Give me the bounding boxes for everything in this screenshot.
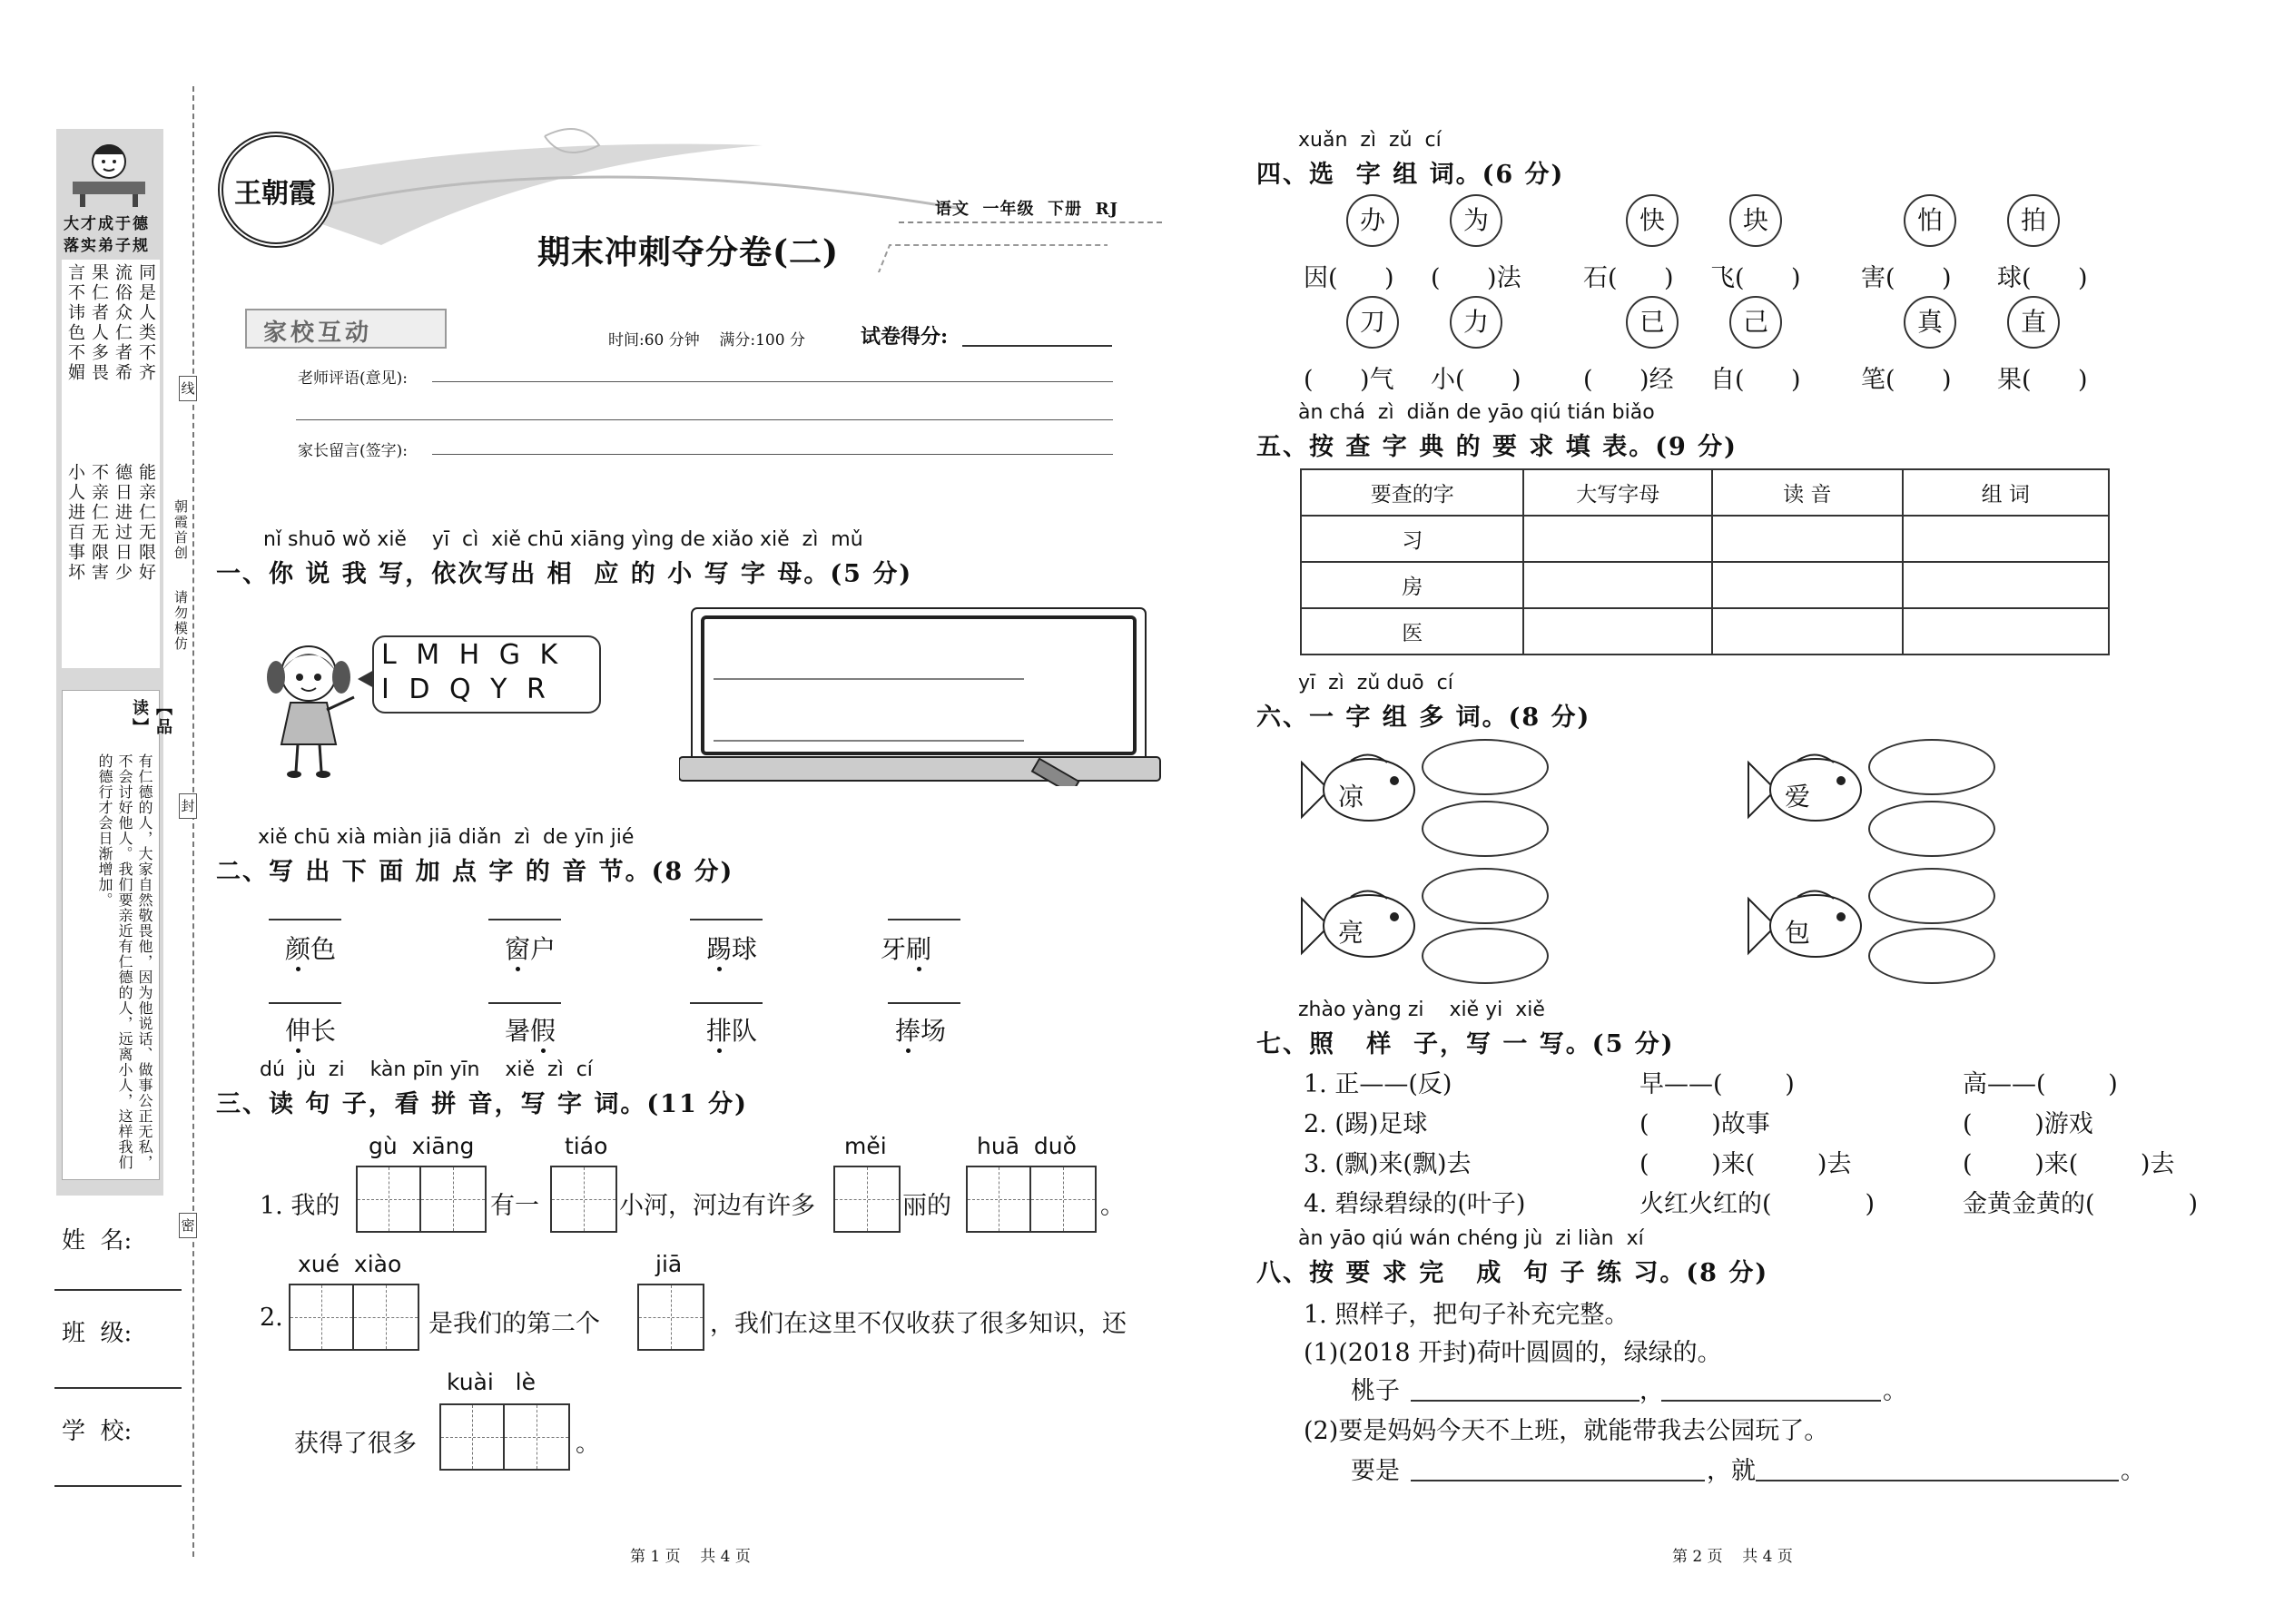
write-box-jia[interactable]	[637, 1284, 704, 1351]
char-circle[interactable]: 直	[2007, 296, 2060, 349]
q4-pinyin: xuǎn zì zǔ cí	[1298, 129, 1442, 152]
home-school-label: 家校互动	[263, 320, 373, 347]
motto-line-1: 大才成于德	[64, 215, 150, 233]
fold-line	[192, 86, 194, 1557]
teacher-comment-label: 老师评语(意见):	[298, 369, 408, 388]
table-row-char: 医	[1301, 608, 1523, 655]
school-label: 学 校:	[62, 1418, 133, 1445]
char-circle[interactable]: 为	[1450, 194, 1502, 247]
poem-col: 同是人类不齐	[136, 263, 156, 383]
q7-blank[interactable]: ( )游戏	[1963, 1110, 2093, 1138]
dotted-char: 踢	[706, 934, 733, 964]
fish-char: 爱	[1785, 782, 1811, 812]
table-header: 大写字母	[1523, 469, 1712, 516]
answer-line[interactable]	[888, 1002, 960, 1004]
word-blank[interactable]: ( )气	[1304, 366, 1394, 394]
jiu-label: ，就	[1707, 1457, 1756, 1485]
q8-pinyin: àn yāo qiú wán chéng jù zi liàn xí	[1298, 1227, 1644, 1250]
pinyin-mei: měi	[844, 1133, 887, 1159]
word-blank[interactable]: ( )法	[1431, 264, 1521, 292]
dotted-char: 排	[706, 1016, 733, 1046]
table-cell-input[interactable]	[1903, 608, 2110, 655]
s1-part-b: 有一	[490, 1192, 539, 1220]
s1-part-e: 。	[1100, 1192, 1125, 1220]
class-field[interactable]	[54, 1387, 182, 1389]
table-cell-input[interactable]	[1712, 608, 1903, 655]
score-field[interactable]	[962, 345, 1112, 347]
s3-part-b: 。	[576, 1430, 600, 1458]
dotted-char: 捧	[895, 1016, 921, 1046]
motto-line-2: 落实弟子规	[64, 237, 150, 255]
score-label: 试卷得分:	[861, 325, 949, 349]
word-blank[interactable]: 害( )	[1861, 264, 1952, 292]
word-pengchang	[895, 1011, 946, 1048]
q8-prompt-yaoshi: 要是	[1351, 1457, 1400, 1485]
q5-title: 五、按 查 字 典 的 要 求 填 表。(9 分)	[1256, 433, 1738, 461]
q7-pinyin: zhào yàng zi xiě yi xiě	[1298, 999, 1545, 1021]
s2-part-a: 2.	[260, 1304, 283, 1332]
speech-bubble-tail	[358, 670, 374, 688]
poem-col: 小人进百事坏	[65, 463, 85, 583]
char-circle[interactable]: 己	[1729, 296, 1782, 349]
table-cell-input[interactable]	[1523, 608, 1712, 655]
answer-oval[interactable]	[1868, 801, 1995, 857]
pinyin-tiao: tiáo	[565, 1133, 608, 1159]
word-yanse	[285, 930, 336, 966]
word-chuanghu	[505, 930, 556, 966]
poem-col: 果仁者人多畏	[89, 263, 109, 383]
answer-line[interactable]	[269, 1002, 341, 1004]
poem-columns-lower	[64, 463, 158, 663]
q7-blank[interactable]: 火红火红的( )	[1639, 1190, 1876, 1218]
q7-blank[interactable]: ( )来( )去	[1639, 1150, 1852, 1178]
q7-blank[interactable]: 高——( )	[1963, 1070, 2118, 1098]
plain-char: 长	[310, 1016, 337, 1046]
plain-char: 场	[921, 1016, 947, 1046]
word-blank[interactable]: 果( )	[1997, 366, 2088, 394]
q5-pinyin: àn chá zì diǎn de yāo qiú tián biǎo	[1298, 401, 1655, 424]
q8-example: (1)(2018 开封)荷叶圆圆的，绿绿的。	[1304, 1339, 1722, 1367]
letters-row-2: I D Q Y R	[381, 674, 551, 705]
word-shenchang	[285, 1011, 336, 1048]
word-blank[interactable]: 球( )	[1997, 264, 2088, 292]
cartoon-boy-icon	[64, 134, 154, 207]
q3-pinyin: dú jù zi kàn pīn yīn xiě zì cí	[260, 1058, 593, 1081]
word-shujia	[505, 1011, 556, 1048]
table-row-char: 房	[1301, 562, 1523, 608]
pinyin-guxiang: gù xiāng	[369, 1133, 475, 1159]
pinyin-huaduo: huā duǒ	[977, 1133, 1077, 1159]
s2-part-b: 是我们的第二个	[428, 1310, 600, 1338]
answer-oval[interactable]	[1422, 868, 1549, 924]
pinyin-xuexiao: xué xiào	[298, 1251, 402, 1277]
parent-comment-line[interactable]	[432, 454, 1113, 455]
word-tiqiu	[706, 930, 757, 966]
q7-item: 3. (飘)来(飘)去	[1304, 1150, 1472, 1178]
reading-text-wrap	[67, 753, 154, 1171]
subject-tag-line	[899, 221, 1162, 223]
answer-line[interactable]	[1411, 1480, 1705, 1481]
q8-prompt-taozi: 桃子	[1351, 1377, 1400, 1405]
word-blank[interactable]: 因( )	[1304, 264, 1394, 292]
fish-char: 凉	[1338, 782, 1364, 812]
word-blank[interactable]: 石( )	[1583, 264, 1674, 292]
dotted-char: 假	[530, 1016, 556, 1046]
q7-title: 七、照 样 子，写 一 写。(5 分)	[1256, 1030, 1675, 1058]
write-box-xuexiao[interactable]	[289, 1284, 419, 1351]
answer-line[interactable]	[269, 919, 341, 920]
q8-example-2: (2)要是妈妈今天不上班，就能带我去公园玩了。	[1304, 1417, 1829, 1445]
table-header: 要查的字	[1301, 469, 1523, 516]
poem-col: 言不讳色不媚	[65, 263, 85, 383]
s1-part-c: 小河，河边有许多	[619, 1192, 815, 1220]
q2-title: 二、写 出 下 面 加 点 字 的 音 节。(8 分)	[216, 858, 734, 886]
q6-title: 六、一 字 组 多 词。(8 分)	[1256, 704, 1591, 732]
school-field[interactable]	[54, 1485, 182, 1487]
dictionary-table	[1300, 468, 2110, 655]
name-field[interactable]	[54, 1289, 182, 1291]
q7-blank[interactable]: 金黄金黄的( )	[1963, 1190, 2199, 1218]
fish-char: 亮	[1338, 918, 1364, 948]
table-cell-input[interactable]	[1523, 516, 1712, 562]
period: 。	[2121, 1457, 2145, 1485]
word-yashua	[881, 930, 931, 966]
answer-line[interactable]	[1756, 1480, 2119, 1481]
q3-title: 三、读 句 子，看 拼 音，写 字 词。(11 分)	[216, 1090, 748, 1118]
char-circle[interactable]: 快	[1626, 194, 1679, 247]
parent-comment-label: 家长留言(签字):	[298, 442, 408, 460]
q1-pinyin: nǐ shuō wǒ xiě yī cì xiě chū xiāng yìng de xiǎo xiě zì mǔ	[263, 528, 863, 551]
q7-item: 2. (踢)足球	[1304, 1110, 1428, 1138]
table-cell-input[interactable]	[1903, 516, 2110, 562]
answer-line[interactable]	[690, 1002, 763, 1004]
subject-tag: 语文 一年级 下册 RJ	[935, 200, 1119, 219]
q2-pinyin: xiě chū xià miàn jiā diǎn zì de yīn jié	[258, 826, 635, 849]
s2-part-c: ，我们在这里不仅收获了很多知识，还	[710, 1310, 1127, 1338]
dotted-char: 窗	[505, 934, 531, 964]
fold-note-2: 请勿模仿	[172, 590, 189, 652]
char-circle[interactable]: 力	[1450, 296, 1502, 349]
write-box-huaduo[interactable]	[966, 1166, 1097, 1233]
table-cell-input[interactable]	[1712, 516, 1903, 562]
char-circle[interactable]: 办	[1346, 194, 1399, 247]
q1-title: 一、你 说 我 写，依次写出 相 应 的 小 写 字 母。(5 分)	[216, 560, 913, 588]
teacher-comment-line[interactable]	[432, 381, 1113, 382]
word-blank[interactable]: 飞( )	[1710, 264, 1801, 292]
poem-col: 不亲仁无限害	[89, 463, 109, 583]
answer-line[interactable]	[1411, 1400, 1639, 1402]
time-info: 时间:60 分钟 满分:100 分	[608, 331, 805, 349]
pinyin-jia: jiā	[655, 1251, 683, 1277]
logo-text: 王朝霞	[234, 178, 316, 210]
answer-oval[interactable]	[1868, 868, 1995, 924]
girl-icon	[263, 635, 363, 781]
q7-item: 4. 碧绿碧绿的(叶子)	[1304, 1190, 1526, 1218]
plain-char: 暑	[505, 1016, 531, 1046]
blackboard[interactable]	[679, 605, 1242, 786]
q7-blank[interactable]: ( )故事	[1639, 1110, 1770, 1138]
word-blank[interactable]: 小( )	[1431, 366, 1521, 394]
name-label: 姓 名:	[62, 1227, 133, 1255]
answer-oval[interactable]	[1422, 739, 1549, 795]
page-footer-1: 第 1 页 共 4 页	[630, 1548, 751, 1566]
answer-oval[interactable]	[1868, 928, 1995, 984]
answer-line[interactable]	[690, 919, 763, 920]
answer-oval[interactable]	[1422, 801, 1549, 857]
period: 。	[1883, 1377, 1907, 1405]
plain-char: 户	[530, 934, 556, 964]
poem-col: 流俗众仁者希	[113, 263, 133, 383]
q7-blank[interactable]: 早——( )	[1639, 1070, 1795, 1098]
word-blank[interactable]: 笔( )	[1861, 366, 1952, 394]
q6-pinyin: yī zì zǔ duō cí	[1298, 672, 1453, 694]
word-paidui	[706, 1011, 757, 1048]
char-circle[interactable]: 真	[1904, 296, 1956, 349]
letters-row-1: L M H G K	[381, 639, 564, 671]
char-circle[interactable]: 拍	[2007, 194, 2060, 247]
answer-line[interactable]	[1661, 1400, 1881, 1402]
comma: ，	[1639, 1377, 1664, 1405]
answer-oval[interactable]	[1868, 739, 1995, 795]
pinyin-kuaile: kuài lè	[447, 1369, 536, 1395]
plain-char: 队	[732, 1016, 758, 1046]
write-box-mei[interactable]	[833, 1166, 901, 1233]
answer-line[interactable]	[488, 919, 561, 920]
write-box-guxiang[interactable]	[356, 1166, 487, 1233]
q8-title: 八、按 要 求 完 成 句 子 练 习。(8 分)	[1256, 1259, 1769, 1287]
dotted-char: 刷	[906, 934, 932, 964]
char-circle[interactable]: 怕	[1904, 194, 1956, 247]
plain-char: 牙	[881, 934, 907, 964]
poem-col: 能亲仁无限好	[136, 463, 156, 583]
s3-part-a: 获得了很多	[294, 1430, 417, 1458]
s1-part-d: 丽的	[902, 1192, 951, 1220]
fish-char: 包	[1785, 918, 1811, 948]
q4-title: 四、选 字 组 词。(6 分)	[1256, 161, 1565, 189]
answer-line[interactable]	[888, 919, 960, 920]
s1-part-a: 1. 我的	[260, 1192, 340, 1220]
reading-text: 有仁德的人，大家自然敬畏他，因为他说话、做事公正无私，不会讨好他人。我们要亲近有仁德的人，远离小人，这样我们的德行才会日渐增加。	[96, 753, 153, 1170]
table-row-char: 习	[1301, 516, 1523, 562]
fold-note-1: 朝霞首创	[172, 499, 189, 561]
word-blank[interactable]: ( )经	[1583, 366, 1674, 394]
dotted-char: 伸	[285, 1016, 311, 1046]
fold-mark: 密	[179, 1213, 197, 1238]
fold-mark: 封	[179, 793, 197, 819]
teacher-comment-line[interactable]	[296, 419, 1113, 420]
table-header: 组 词	[1903, 469, 2110, 516]
char-circle[interactable]: 已	[1626, 296, 1679, 349]
page-footer-2: 第 2 页 共 4 页	[1672, 1548, 1793, 1566]
plain-char: 球	[732, 934, 758, 964]
q7-blank[interactable]: ( )来( )去	[1963, 1150, 2175, 1178]
poem-col: 德日进过日少	[113, 463, 133, 583]
answer-line[interactable]	[488, 1002, 561, 1004]
table-cell-input[interactable]	[1712, 562, 1903, 608]
char-circle[interactable]: 刀	[1346, 296, 1399, 349]
class-label: 班 级:	[62, 1320, 133, 1347]
fold-mark: 线	[179, 376, 197, 401]
table-cell-input[interactable]	[1523, 562, 1712, 608]
q8-instruction: 1. 照样子，把句子补充完整。	[1304, 1301, 1629, 1329]
write-box-tiao[interactable]	[550, 1166, 617, 1233]
plain-char: 色	[310, 934, 337, 964]
dotted-char: 颜	[285, 934, 311, 964]
table-header: 读 音	[1712, 469, 1903, 516]
reading-title: 【品读】	[130, 699, 172, 737]
table-cell-input[interactable]	[1903, 562, 2110, 608]
answer-oval[interactable]	[1422, 928, 1549, 984]
q7-item: 1. 正——(反)	[1304, 1070, 1452, 1098]
word-blank[interactable]: 自( )	[1710, 366, 1801, 394]
page-title: 期末冲刺夺分卷(二)	[537, 233, 840, 271]
write-box-kuaile[interactable]	[439, 1403, 570, 1471]
char-circle[interactable]: 块	[1729, 194, 1782, 247]
